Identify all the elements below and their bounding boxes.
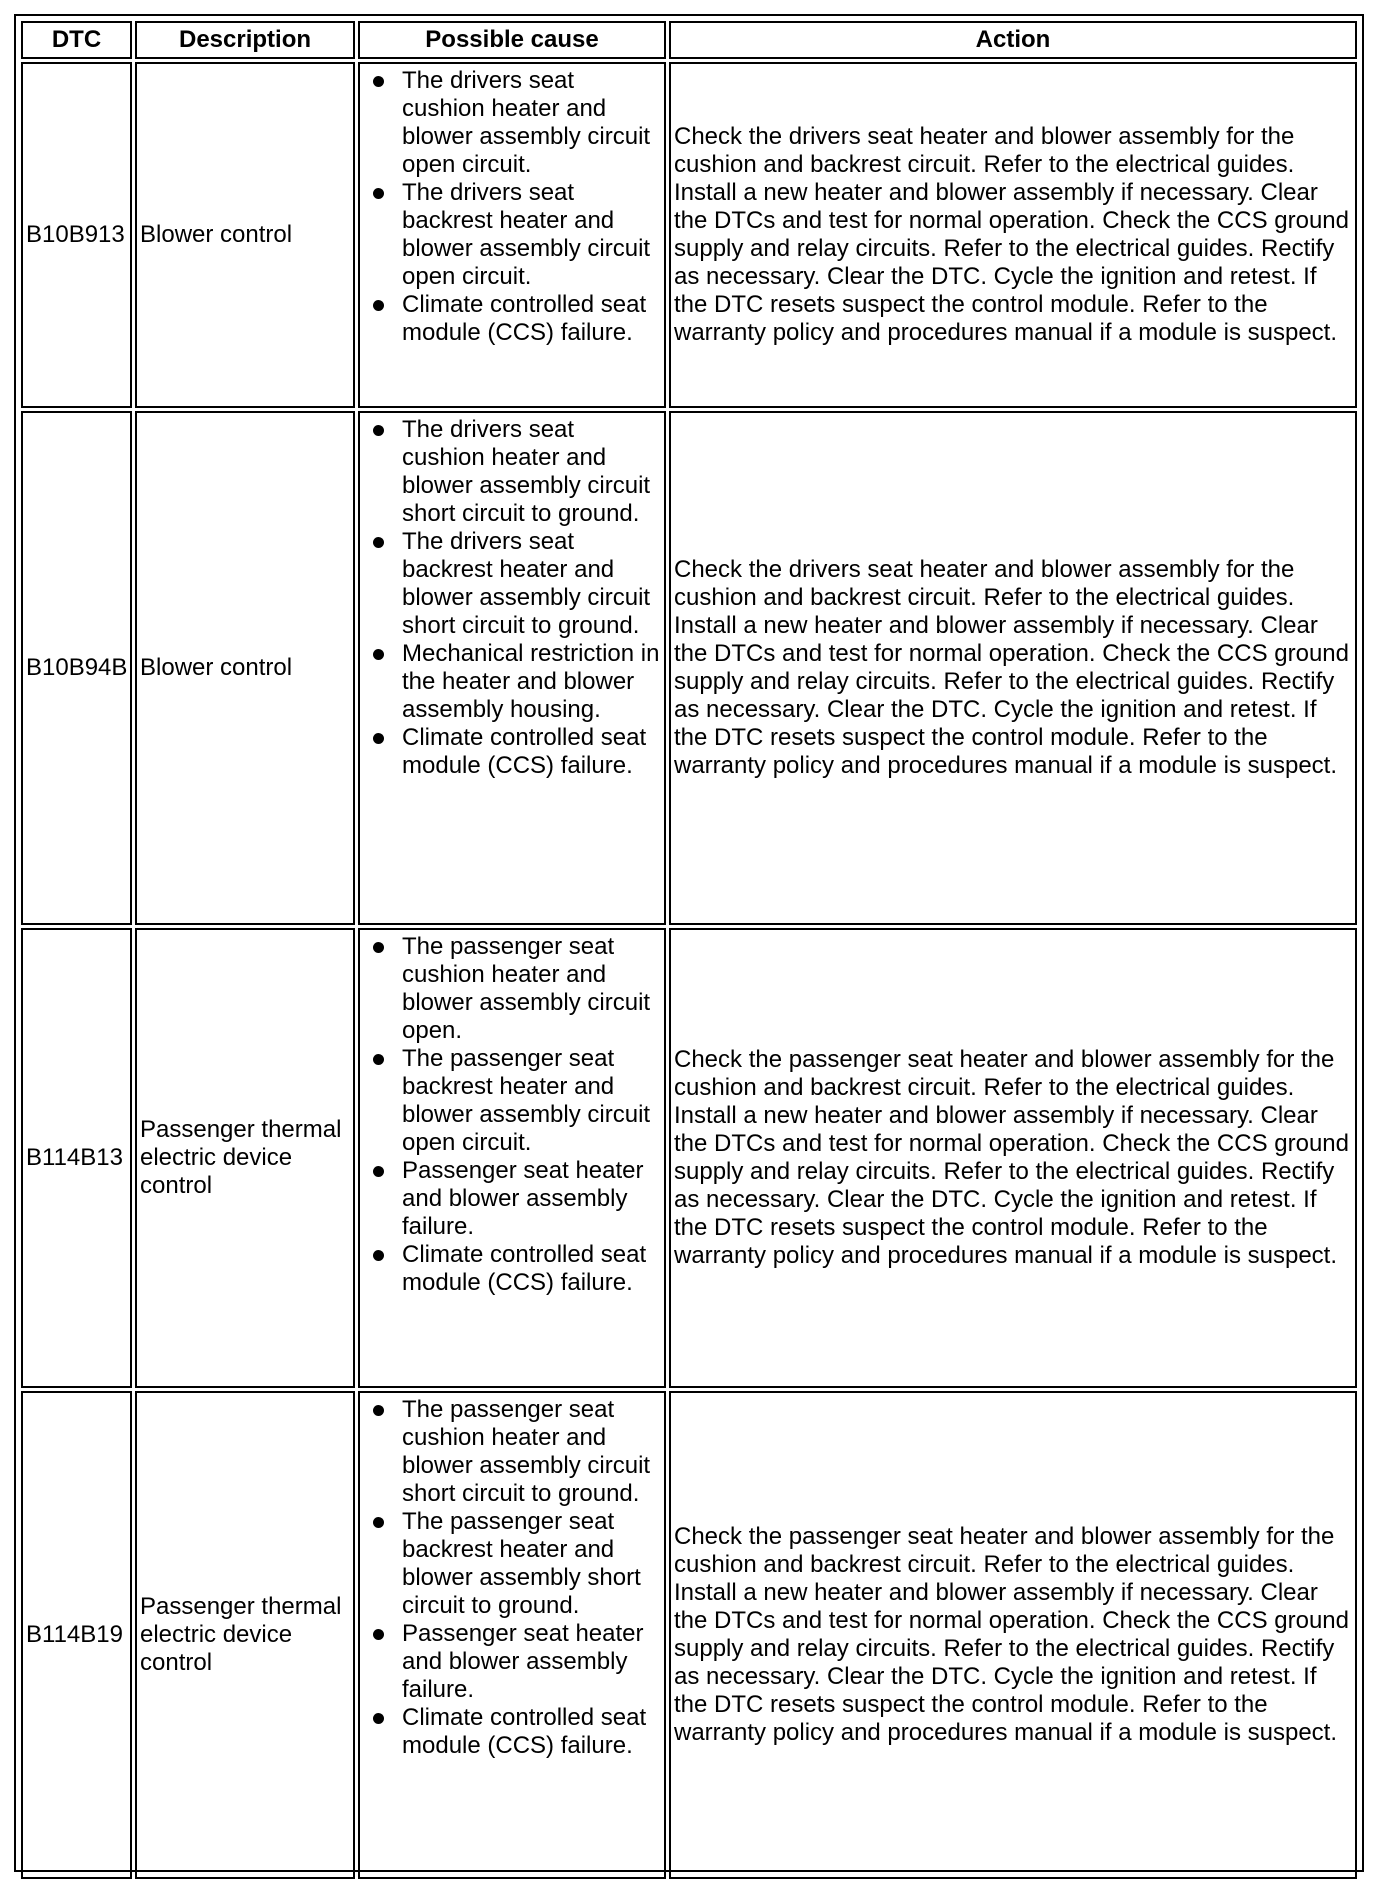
cause-item: The drivers seat backrest heater and blower assembly circuit open circuit. bbox=[362, 179, 662, 291]
description: Blower control bbox=[135, 62, 355, 408]
dtc-code: B10B94B bbox=[21, 411, 132, 925]
cause-item: The drivers seat cushion heater and blower assembly circuit open circuit. bbox=[362, 67, 662, 179]
description: Passenger thermal electric device control bbox=[135, 1391, 355, 1879]
table-row bbox=[21, 928, 1357, 1388]
table-row bbox=[21, 62, 1357, 408]
table-row bbox=[21, 1391, 1357, 1879]
table-row bbox=[21, 411, 1357, 925]
cause-item: The passenger seat cushion heater and blower assembly circuit open. bbox=[362, 933, 662, 1045]
cause-item: Climate controlled seat module (CCS) failure. bbox=[362, 1704, 662, 1760]
cause-item: The drivers seat backrest heater and blower assembly circuit short circuit to ground. bbox=[362, 528, 662, 640]
header-dtc: DTC bbox=[21, 21, 132, 59]
dtc-table bbox=[18, 18, 1360, 1882]
cause-list bbox=[362, 1396, 662, 1760]
possible-cause bbox=[358, 62, 666, 408]
cause-list bbox=[362, 416, 662, 780]
description: Passenger thermal electric device control bbox=[135, 928, 355, 1388]
cause-list bbox=[362, 933, 662, 1297]
cause-item: Climate controlled seat module (CCS) failure. bbox=[362, 724, 662, 780]
cause-item: The passenger seat backrest heater and blower assembly short circuit to ground. bbox=[362, 1508, 662, 1620]
header-possible-cause: Possible cause bbox=[358, 21, 666, 59]
possible-cause bbox=[358, 411, 666, 925]
cause-item: Climate controlled seat module (CCS) failure. bbox=[362, 1241, 662, 1297]
cause-item: The passenger seat cushion heater and blower assembly circuit short circuit to ground. bbox=[362, 1396, 662, 1508]
action-text: Check the passenger seat heater and blower assembly for the cushion and backrest circuit. Refer to the electrical guides. Install a new heater and blower assembly if necessary. Clear the DTCs and test for normal operation. Check the CCS ground supply and relay circuits. Refer to the electrical guides. Rectify as necessary. Clear the DTC. Cycle the ignition and retest. If the DTC resets suspect the control module. Refer to the warranty policy and procedures manual if a module is suspect. bbox=[669, 1391, 1357, 1879]
dtc-code: B114B13 bbox=[21, 928, 132, 1388]
cause-item: Mechanical restriction in the heater and blower assembly housing. bbox=[362, 640, 662, 724]
action-text: Check the drivers seat heater and blower assembly for the cushion and backrest circuit. Refer to the electrical guides. Install a new heater and blower assembly if necessary. Clear the DTCs and test for normal operation. Check the CCS ground supply and relay circuits. Refer to the electrical guides. Rectify as necessary. Clear the DTC. Cycle the ignition and retest. If the DTC resets suspect the control module. Refer to the warranty policy and procedures manual if a module is suspect. bbox=[669, 62, 1357, 408]
header-description: Description bbox=[135, 21, 355, 59]
action-text: Check the drivers seat heater and blower assembly for the cushion and backrest circuit. Refer to the electrical guides. Install a new heater and blower assembly if necessary. Clear the DTCs and test for normal operation. Check the CCS ground supply and relay circuits. Refer to the electrical guides. Rectify as necessary. Clear the DTC. Cycle the ignition and retest. If the DTC resets suspect the control module. Refer to the warranty policy and procedures manual if a module is suspect. bbox=[669, 411, 1357, 925]
action-text: Check the passenger seat heater and blower assembly for the cushion and backrest circuit. Refer to the electrical guides. Install a new heater and blower assembly if necessary. Clear the DTCs and test for normal operation. Check the CCS ground supply and relay circuits. Refer to the electrical guides. Rectify as necessary. Clear the DTC. Cycle the ignition and retest. If the DTC resets suspect the control module. Refer to the warranty policy and procedures manual if a module is suspect. bbox=[669, 928, 1357, 1388]
possible-cause bbox=[358, 928, 666, 1388]
cause-list bbox=[362, 67, 662, 347]
dtc-code: B114B19 bbox=[21, 1391, 132, 1879]
description: Blower control bbox=[135, 411, 355, 925]
dtc-code: B10B913 bbox=[21, 62, 132, 408]
header-action: Action bbox=[669, 21, 1357, 59]
cause-item: Passenger seat heater and blower assembly failure. bbox=[362, 1157, 662, 1241]
dtc-table-frame bbox=[14, 14, 1364, 1872]
cause-item: Climate controlled seat module (CCS) failure. bbox=[362, 291, 662, 347]
cause-item: Passenger seat heater and blower assembly failure. bbox=[362, 1620, 662, 1704]
header-row bbox=[21, 21, 1357, 59]
cause-item: The passenger seat backrest heater and blower assembly circuit open circuit. bbox=[362, 1045, 662, 1157]
cause-item: The drivers seat cushion heater and blower assembly circuit short circuit to ground. bbox=[362, 416, 662, 528]
possible-cause bbox=[358, 1391, 666, 1879]
